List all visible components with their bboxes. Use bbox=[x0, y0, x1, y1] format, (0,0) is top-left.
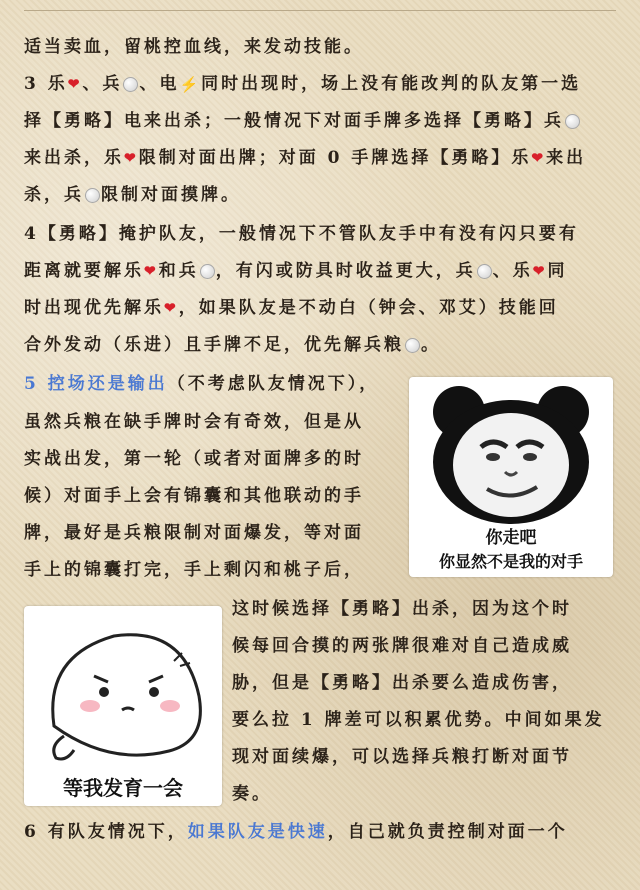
text-line-1 bbox=[24, 35, 364, 59]
text-line-9 bbox=[24, 333, 441, 357]
text: 限制对面出牌；对面 0 手牌选择【勇略】乐 bbox=[138, 148, 532, 168]
text: 4【勇略】掩护队友，一般情况下不管队友手中有没有闪只要有 bbox=[24, 224, 579, 244]
text-line-15 bbox=[24, 558, 364, 582]
text: 这时候选择【勇略】出杀，因为这个时 bbox=[232, 599, 572, 619]
text: 手上的锦囊打完，手上剩闪和桃子后， bbox=[24, 560, 364, 580]
panda-meme-image bbox=[409, 377, 613, 577]
bun-caption: 等我发育一会 bbox=[63, 776, 183, 800]
text: 限制对面摸牌。 bbox=[101, 185, 241, 205]
text-line-5 bbox=[24, 183, 241, 207]
text-line-19 bbox=[232, 708, 605, 732]
heart-icon: ❤ bbox=[532, 263, 548, 280]
text-line-21 bbox=[232, 782, 272, 806]
text: 同 bbox=[547, 261, 568, 281]
text-line-11 bbox=[24, 410, 364, 434]
text: 时出现优先解乐 bbox=[24, 298, 164, 318]
text: 、乐 bbox=[492, 261, 533, 281]
section-number: 5 bbox=[24, 374, 39, 394]
text: 候）对面手上会有锦囊和其他联动的手 bbox=[24, 486, 364, 506]
text: 、电 bbox=[139, 74, 180, 94]
text: 。 bbox=[421, 335, 441, 355]
text: 、兵 bbox=[82, 74, 123, 94]
section-5-heading bbox=[24, 372, 379, 396]
text: 候每回合摸的两张牌很难对自己造成威 bbox=[232, 636, 572, 656]
text: 奏。 bbox=[232, 784, 272, 804]
text: 合外发动（乐进）且手牌不足，优先解兵粮 bbox=[24, 335, 404, 355]
text: 虽然兵粮在缺手牌时会有奇效，但是从 bbox=[24, 412, 364, 432]
heart-icon: ❤ bbox=[144, 263, 159, 280]
heart-icon: ❤ bbox=[67, 76, 83, 93]
lightning-icon: ⚡ bbox=[179, 75, 202, 94]
ball-icon bbox=[200, 264, 215, 279]
text: （不考虑队友情况下）， bbox=[167, 374, 380, 394]
ball-icon bbox=[85, 188, 100, 203]
text: 实战出发，第一轮（或者对面牌多的时 bbox=[24, 449, 364, 469]
bun-meme-image bbox=[24, 606, 222, 806]
ball-icon bbox=[477, 264, 492, 279]
panda-caption-1: 你走吧 bbox=[485, 528, 537, 548]
highlight-text: 控场还是输出 bbox=[47, 374, 168, 394]
text: 和兵 bbox=[158, 261, 199, 281]
text-line-22 bbox=[24, 820, 568, 844]
text-line-14 bbox=[24, 521, 364, 545]
text: 3 乐 bbox=[24, 74, 68, 94]
text: 适当卖血，留桃控血线，来发动技能。 bbox=[24, 37, 364, 57]
text: 6 有队友情况下， bbox=[24, 822, 188, 842]
heart-icon: ❤ bbox=[164, 300, 179, 317]
text-line-20 bbox=[232, 745, 572, 769]
panda-caption-2: 你显然不是我的对手 bbox=[438, 552, 583, 571]
heart-icon: ❤ bbox=[531, 150, 547, 167]
text: ，自己就负责控制对面一个 bbox=[327, 822, 568, 842]
heart-icon: ❤ bbox=[124, 150, 139, 167]
ball-icon bbox=[123, 77, 138, 92]
text-line-12 bbox=[24, 447, 364, 471]
top-rule bbox=[24, 10, 616, 11]
text: 要么拉 1 牌差可以积累优势。中间如果发 bbox=[232, 710, 605, 730]
text: 来出杀，乐 bbox=[24, 148, 124, 168]
text-line-7 bbox=[24, 259, 567, 284]
ball-icon bbox=[565, 114, 580, 129]
bun-character-icon bbox=[24, 606, 222, 766]
text-line-8 bbox=[24, 296, 559, 321]
text: ，有闪或防具时收益更大，兵 bbox=[215, 261, 476, 281]
text-line-4 bbox=[24, 146, 586, 171]
ball-icon bbox=[405, 338, 420, 353]
highlight-text: 如果队友是快速 bbox=[187, 822, 328, 842]
text-line-2 bbox=[24, 72, 581, 97]
text: 来出 bbox=[546, 148, 587, 168]
text-line-13 bbox=[24, 484, 364, 508]
text: 杀，兵 bbox=[24, 185, 84, 205]
text-line-6 bbox=[24, 222, 579, 246]
text-line-17 bbox=[232, 634, 572, 658]
panda-face-icon bbox=[409, 377, 613, 527]
text: 同时出现时，场上没有能改判的队友第一选 bbox=[201, 74, 582, 94]
text: ，如果队友是不动白（钟会、邓艾）技能回 bbox=[178, 298, 559, 318]
text-line-3 bbox=[24, 109, 581, 133]
text-line-16 bbox=[232, 597, 572, 621]
text: 择【勇略】电来出杀；一般情况下对面手牌多选择【勇略】兵 bbox=[24, 111, 564, 131]
text: 胁，但是【勇略】出杀要么造成伤害， bbox=[232, 673, 572, 693]
text: 现对面续爆，可以选择兵粮打断对面节 bbox=[232, 747, 572, 767]
text: 距离就要解乐 bbox=[24, 261, 144, 281]
text: 牌，最好是兵粮限制对面爆发，等对面 bbox=[24, 523, 364, 543]
text-line-18 bbox=[232, 671, 572, 695]
